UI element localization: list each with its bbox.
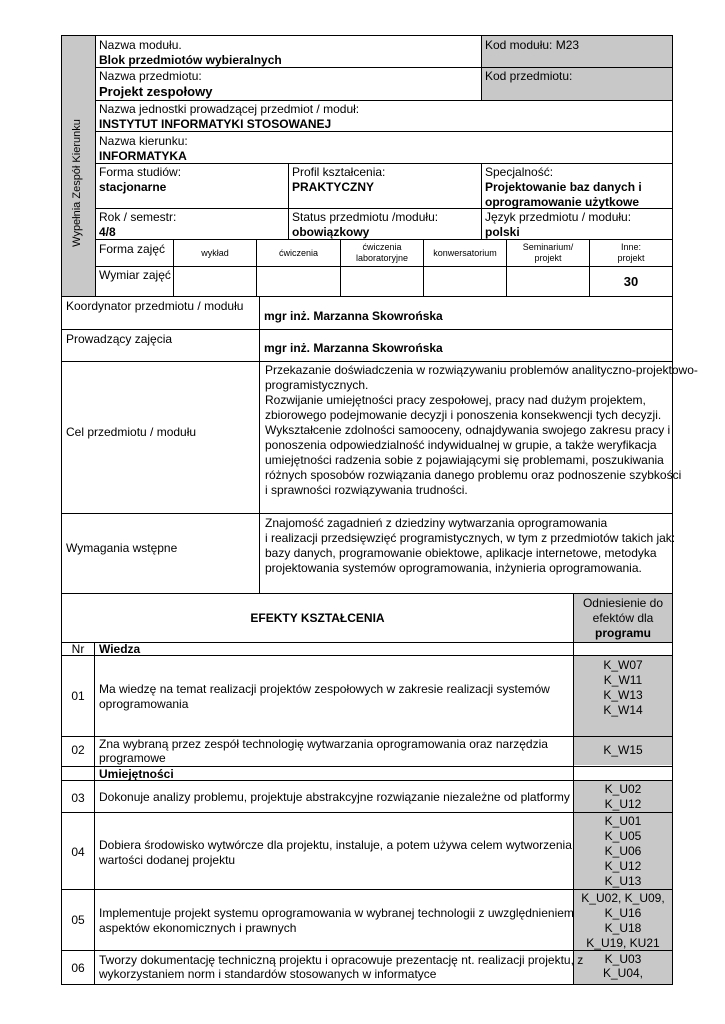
rule [61,593,673,594]
class-type-exercises: ćwiczenia [278,248,318,258]
rule [95,100,673,101]
module-name: Blok przedmiotów wybieralnych [99,53,282,67]
row-text-05: Implementuje projekt systemu oprogramowania w wybranej technologii z uwzględnieniem aspektów ekonomicznych i prawnych [99,906,574,935]
row-nr-01: 01 [71,689,85,703]
row-refs-03: K_U02 K_U12 [604,782,642,811]
status: obowiązkowy [292,225,370,239]
class-type-lab: ćwiczenia laboratoryjne [355,242,409,263]
rule [481,35,482,100]
knowledge-header: Wiedza [99,642,141,656]
rule [61,513,673,514]
rule [95,67,673,68]
unit-name: INSTYTUT INFORMATYKI STOSOWANEJ [99,117,332,131]
rule [288,163,289,239]
hours-label: Wymiar zajęć [99,268,171,282]
rule [95,131,673,132]
rule [94,642,95,985]
teacher-label: Prowadzący zajęcia [66,332,173,346]
rule [481,163,482,239]
class-type-conversatory: konwersatorium [433,248,497,258]
rule [61,361,673,362]
row-refs-02: K_W15 [603,743,643,757]
coordinator-label: Koordynator przedmiotu / modułu [66,299,244,313]
rule [95,163,673,164]
study-form-label: Forma studiów: [99,165,182,179]
row-refs-01: K_W07 K_W11 K_W13 K_W14 [603,658,643,717]
rule [61,889,673,890]
row-text-02: Zna wybraną przez zespół technologię wytwarzania oprogramowania oraz narzędzia programowe [99,737,548,765]
language: polski [485,225,520,239]
rule [259,296,260,593]
profile-label: Profil kształcenia: [292,165,386,179]
row-refs-04: K_U01 K_U05 K_U06 K_U12 K_U13 [604,814,642,888]
row-nr-03: 03 [71,791,85,805]
goal-label: Cel przedmiotu / modułu [66,425,197,439]
row-refs-05: K_U02, K_U09, K_U16 K_U18 K_U19, KU21 [581,891,665,950]
row-text-01: Ma wiedzę na temat realizacji projektów zespołowych w zakresie realizacji systemów oprogramowania [99,682,550,711]
rule [61,812,673,813]
subject-code-label: Kod przedmiotu: [485,69,573,83]
rule [95,266,673,267]
year-label: Rok / semestr: [99,210,177,224]
rule [95,239,673,240]
teacher: mgr inż. Marzanna Skowrońska [264,341,443,355]
hours-other: 30 [623,274,639,289]
class-type-seminar: Seminarium/ projekt [522,242,574,263]
specialty-label: Specjalność: [485,165,554,179]
module-name-label: Nazwa modułu. [99,38,182,52]
year: 4/8 [99,225,116,239]
profile: PRAKTYCZNY [292,180,375,194]
field-name: INFORMATYKA [99,149,187,163]
field-label: Nazwa kierunku: [99,134,188,148]
class-type-other: Inne: projekt [617,242,645,263]
rule [95,35,96,296]
row-text-03: Dokonuje analizy problemu, projektuje abstrakcyjne rozwiązanie niezależne od platformy [99,790,570,804]
rule [61,655,673,656]
rule [61,329,673,330]
rule [61,642,673,643]
row-nr-04: 04 [71,845,85,859]
prereq-text: Znajomość zagadnień z dziedziny wytwarzania oprogramowania i realizacji przedsięwzięć programistycznych, w tym z przedmiotów takich jak: bazy danych, programowanie obiektowe, aplikacje internetowe, metodyka projektowania systemów oprogramowania, inżynieria oprogramowania. [265,516,676,575]
skills-header: Umiejętności [99,767,174,781]
coordinator: mgr inż. Marzanna Skowrońska [264,309,443,323]
nr-header: Nr [71,642,85,656]
specialty-line-2: oprogramowanie użytkowe [485,195,640,209]
specialty-line-1: Projektowanie baz danych i [485,180,642,194]
form-label: Forma zajęć [99,242,166,256]
effects-title: EFEKTY KSZTAŁCENIA [250,611,385,625]
unit-label: Nazwa jednostki prowadzącej przedmiot / moduł: [99,102,360,116]
goal-text: Przekazanie doświadczenia w rozwiązywaniu problemów analityczno-projektowo- programistycznych. Rozwijanie umiejętności pracy zespołowej, pracy nad dużym projektem, zbiorowego podejmowanie decyzji i ponoszenia konsekwencji tych decyzji. Wykształcenie zdolności samooceny, odnajdywania swojego zakresu pracy i ponoszenia odpowiedzialność indywidualnej w grupie, a także weryfikacja umiejętności radzenia sobie z pojawiającymi się problemami, poszukiwania różnych sposobów rozwiązania danego problemu oraz podnoszenie szybkości i sprawności rozwiązywania trudności. [265,363,698,497]
status-label: Status przedmiotu /modułu: [292,210,439,224]
row-nr-06: 06 [71,961,85,975]
row-text-04: Dobiera środowisko wytwórcze dla projektu, instaluje, a potem używa celem wytworzenia wartości dodanej projektu [99,838,572,867]
subject-name-label: Nazwa przedmiotu: [99,69,202,83]
subject-name: Projekt zespołowy [99,84,213,99]
rule [61,296,673,297]
row-refs-06: K_U03 K_U04, [602,952,644,980]
module-code: Kod modułu: M23 [485,38,580,52]
row-nr-02: 02 [71,743,85,757]
row-nr-05: 05 [71,913,85,927]
class-type-lecture: wykład [201,248,229,258]
effects-ref-header: Odniesienie do efektów dla programu [582,596,664,640]
side-label: Wypełnia Zespół Kierunku [71,119,83,247]
study-form: stacjonarne [99,180,167,194]
language-label: Język przedmiotu / modułu: [485,210,632,224]
row-text-06: Tworzy dokumentację techniczną projektu i opracowuje prezentację nt. realizacji projektu, z wykorzystaniem norm i standardów stosowanych w informatyce [99,953,584,981]
prereq-label: Wymagania wstępne [66,541,178,555]
